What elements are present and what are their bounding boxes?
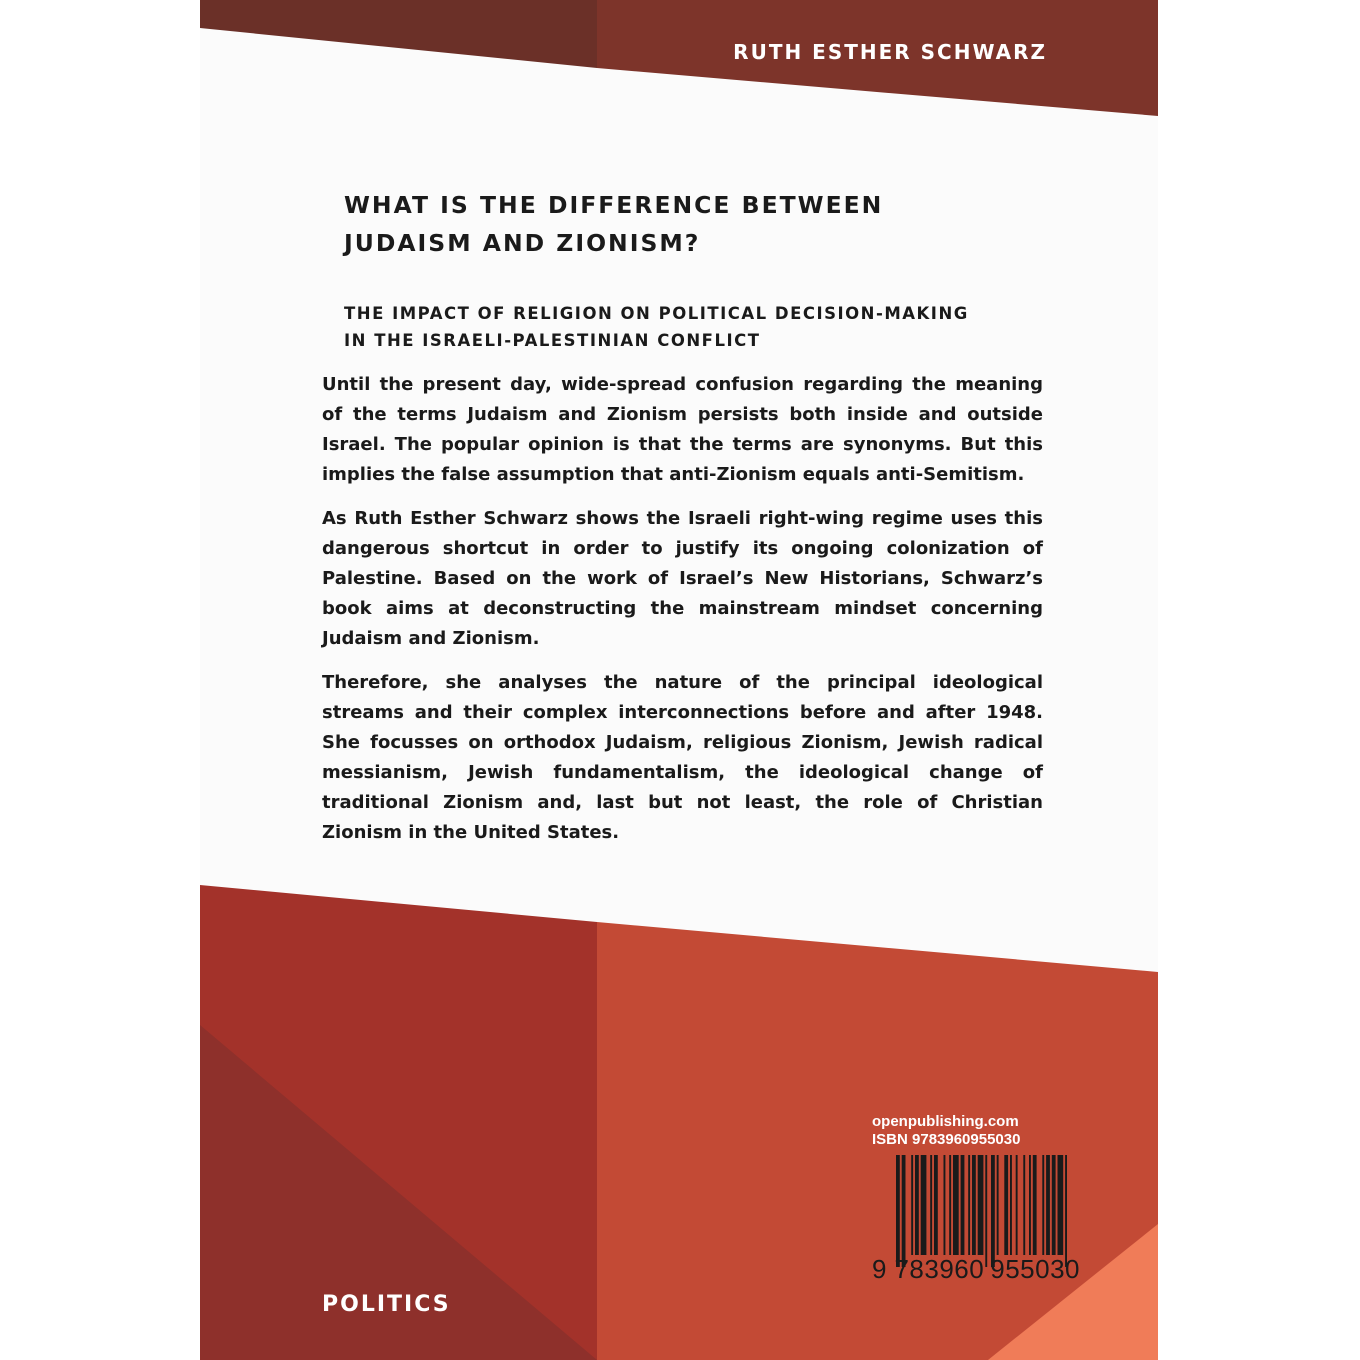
top-band-left	[200, 0, 597, 68]
title-line: JUDAISM AND ZIONISM?	[344, 229, 701, 257]
barcode-bar	[921, 1155, 927, 1255]
barcode-bar	[1023, 1155, 1025, 1255]
barcode-bar	[902, 1155, 906, 1267]
barcode-bar	[896, 1155, 900, 1267]
barcode-bar	[1052, 1155, 1056, 1255]
subtitle-line: IN THE ISRAELI-PALESTINIAN CONFLICT	[344, 331, 761, 350]
barcode-bar	[997, 1155, 999, 1255]
barcode-digit-lead: 9	[872, 1254, 887, 1284]
isbn-label: ISBN 9783960955030	[872, 1131, 1021, 1148]
barcode-bar	[1058, 1155, 1064, 1255]
blurb-paragraph: Until the present day, wide-spread confusion regarding the meaning of the terms Judaism and Zionism persists both inside and outside Israel. The popular opinion is that the terms are synonyms. But this implies the false assumption that anti-Zionism equals anti-Semitism.	[322, 374, 1043, 485]
blurb-paragraph: Therefore, she analyses the nature of the principal ideological streams and their complex interconnections before and after 1948. She focusses on orthodox Judaism, religious Zionism, Jewish radical messianism, Jewish fundamentalism, the ideological change of traditional Zionism and, last but not least, the role of Christian Zionism in the United States.	[322, 672, 1043, 843]
barcode-bar	[968, 1155, 970, 1255]
barcode-bar	[930, 1155, 932, 1255]
barcode-bar	[1016, 1155, 1018, 1255]
book-back-cover	[200, 0, 1158, 1360]
blurb-paragraph: As Ruth Esther Schwarz shows the Israeli right-wing regime uses this dangerous shortcut in order to justify its ongoing colonization of Palestine. Based on the work of Israel’s New Historians, Schwarz’s book aims at deconstructing the mainstream mindset concerning Judaism and Zionism.	[322, 508, 1043, 649]
barcode-bar	[991, 1155, 995, 1267]
book-title	[344, 186, 904, 262]
category-label: POLITICS	[322, 1292, 451, 1317]
barcode-bar	[911, 1155, 913, 1255]
barcode-bar	[1046, 1155, 1050, 1255]
barcode-bar	[961, 1155, 965, 1255]
barcode-digit-group: 955030	[990, 1254, 1080, 1284]
barcode-digits	[872, 1255, 1108, 1283]
barcode-bar	[978, 1155, 984, 1255]
title-line: WHAT IS THE DIFFERENCE BETWEEN	[344, 191, 884, 219]
barcode-bar	[1033, 1155, 1037, 1255]
barcode-bar	[915, 1155, 919, 1255]
barcode	[894, 1155, 1104, 1267]
author-name: RUTH ESTHER SCHWARZ	[733, 40, 1047, 64]
barcode-block	[872, 1113, 1102, 1284]
book-subtitle	[344, 300, 984, 354]
barcode-bar	[934, 1155, 938, 1255]
barcode-bar	[1029, 1155, 1031, 1255]
barcode-bar	[1010, 1155, 1012, 1255]
barcode-bar	[972, 1155, 976, 1255]
barcode-bar	[1004, 1155, 1008, 1255]
barcode-bar	[985, 1155, 987, 1267]
barcode-digit-group: 783960	[894, 1254, 985, 1284]
barcode-bar	[1065, 1155, 1067, 1267]
publisher-url: openpublishing.com	[872, 1113, 1019, 1130]
barcode-bar	[1042, 1155, 1044, 1255]
blurb	[322, 370, 1043, 862]
barcode-bar	[953, 1155, 959, 1255]
subtitle-line: THE IMPACT OF RELIGION ON POLITICAL DECISION-MAKING	[344, 304, 969, 323]
barcode-bar	[949, 1155, 951, 1255]
barcode-bar	[944, 1155, 946, 1255]
